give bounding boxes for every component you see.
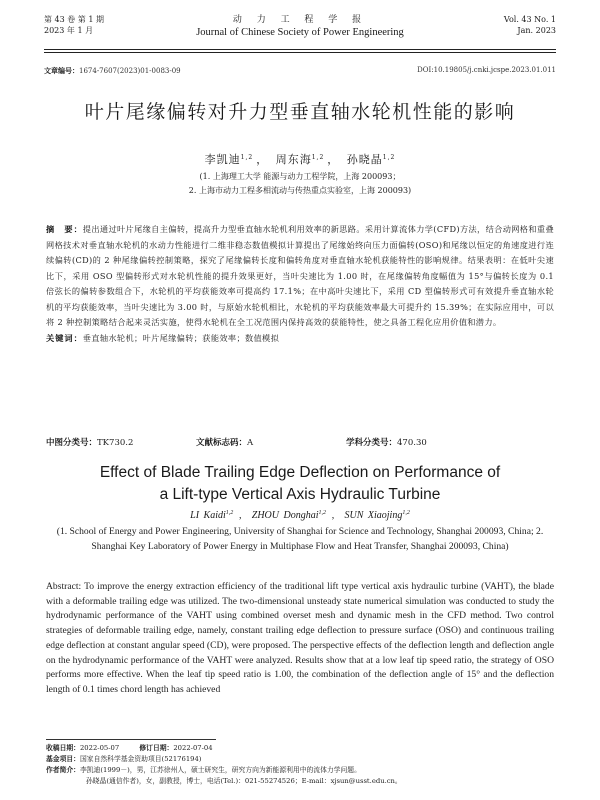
abstract-cn-text: 提出通过叶片尾缘自主偏转，提高升力型垂直轴水轮机利用效率的新思路。采用计算流体力学(CFD)方法，结合动网格和重叠网格技术对垂直轴水轮机的水动力性能进行二维非稳态数值模拟计算提出了尾缘始终向压力面偏转(OSO)和尾缘以恒定的角速度进行连续偏转(CD)的 2 种尾缘偏转控制策略，探究了尾缘偏转长度和偏转角度对垂直轴水轮机获能特性的影响规律。结果表明：在低叶尖速比下，采用 OSO 型偏转形式对水轮机性能的提升效果更好，当叶尖速比为 1.00 时，在尾缘偏转角度幅值为 15°与偏转长度为 0.1 倍弦长的偏转参数组合下，水轮机的平均获能效率可提高约 17.1%；在中高叶尖速比下，采用 CD 型偏转形式可有效提升垂直轴水轮机的平均获能效率，当叶尖速比为 3.00 时，与原始水轮机相比，水轮机的平均获能效率最大可提升约 15.39%；在实际应用中，可以将 2 种控制策略结合起来灵活实施，使得水轮机在全工况范围内保持高效的获能特性，使之具备工程化应用价值和潜力。 [46,224,554,327]
title-en-line2: a Lift-type Vertical Axis Hydraulic Turbine [159,486,441,503]
author-en-1: LI Kaidi$^{1,2}$ [190,510,234,521]
date-en: Jan. 2023 [517,26,556,35]
footnote-corresponding: 孙晓晶(通信作者)，女，副教授，博士，电话(Tel.)：021-55274526；E-mail：xjsun@usst.edu.cn。 [86,777,402,785]
abstract-en-label: Abstract: [46,581,82,592]
keywords-cn-text: 垂直轴水轮机；叶片尾缘偏转；获能效率；数值模拟 [82,332,280,343]
footnote-dates: 收稿日期：2022-05-07 修订日期：2022-07-04 [46,744,213,752]
keywords-cn-label: 关键词： [46,332,83,343]
header-rule-thick [44,49,556,50]
clc-number: 中图分类号：TK730.2 [46,438,134,448]
revised-date: 2022-07-04 [173,744,213,752]
header-rule-thin [44,52,556,53]
author-cn-3: 孙晓晶$^{1,2}$ [346,153,396,166]
received-date: 2022-05-07 [79,744,120,752]
abstract-en [46,580,554,698]
affiliation-cn-1: (1. 上海理工大学 能源与动力工程学院，上海 200093； [199,172,401,181]
author-en-2: ZHOU Donghai$^{1,2}$ [251,510,326,521]
author-cn-2: 周东海$^{1,2}$ [275,153,325,166]
title-en-line1: Effect of Blade Trailing Edge Deflection on Performance of [99,464,501,481]
abstract-cn [46,222,554,346]
journal-name-cn: 动 力 工 程 学 报 [232,15,368,25]
footnote-fund: 基金项目：国家自然科学基金资助项目(52176194) [46,755,202,763]
affiliations-en: (1. School of Energy and Power Engineering, University of Shanghai for Science and Technology, Shanghai 200093, China; 2. Shanghai Key Laboratory of Power Energy in Multiphase Flow and Heat Transfer, Shanghai 200093, China) [56,526,544,552]
author-cn-1: 李凯迪$^{1,2}$ [204,153,254,166]
subject-code: 学科分类号：470.30 [346,438,427,448]
date-cn: 2023 年 1 月 [44,26,94,35]
article-identifiers [44,66,556,78]
abstract-cn-label: 摘 要： [46,224,83,234]
keywords-cn [46,331,554,347]
volume-en: Vol. 43 No. 1 [503,15,556,24]
title-cn: 叶片尾缘偏转对升力型垂直轴水轮机性能的影响 [84,101,516,123]
journal-name-en: Journal of Chinese Society of Power Engineering [196,27,404,38]
volume-cn: 第 43 卷 第 1 期 [44,15,104,24]
header-right [504,14,556,36]
header-center [44,14,556,39]
author-en-3: SUN Xiaojing$^{1,2}$ [344,510,410,521]
fund-text: 国家自然科学基金资助项目(52176194) [79,755,202,763]
affiliation-cn-2: 2. 上海市动力工程多相流动与传热重点实验室，上海 200093) [188,186,412,195]
document-code: 文献标志码：A [196,438,254,448]
article-no-label: 文章编号： [44,66,79,75]
authors-cn: 李凯迪$^{1,2}$ ， 周东海$^{1,2}$ ， 孙晓晶$^{1,2}$ [204,153,396,166]
author-bio: 李凯迪(1999－)，男，江苏徐州人，硕士研究生，研究方向为新能源利用中的流体力学问题。 [79,766,361,774]
title-en [40,462,560,506]
authors-en: LI Kaidi$^{1,2}$ , ZHOU Donghai$^{1,2}$ , SUN Xiaojing$^{1,2}$ [190,510,410,521]
footnotes [46,743,554,787]
footnote-author: 作者简介：李凯迪(1999－)，男，江苏徐州人，硕士研究生，研究方向为新能源利用中的流体力学问题。 [46,766,361,774]
affiliations-cn [40,170,560,198]
doi-link[interactable]: DOI:10.19805/j.cnki.jcspe.2023.01.011 [417,66,556,74]
article-no: 1674-7607(2023)01-0083-09 [79,67,181,75]
running-header [44,14,556,48]
abstract-en-text: To improve the energy extraction efficiency of the traditional lift type vertical axis hydraulic turbine (VAHT), the blade with a deformable trailing edge was utilized. The two-dimensional unsteady state numerical simulation was conducted to study the hydrodynamic performance of the VAHT using combined overset mesh and dynamic mesh in the CFD method. Two control strategies of deformable trailing edge, namely, constant trailing edge deflection to pressure surface (OSO) and continuous trailing edge deflection at constant angular speed (CD), were proposed. The perspective effects of the deflection length and deflection angle on the hydrodynamic performance of the VAHT were analyzed. Results show that at a low leaf tip speed ratio, the strategy of OSO performs more effective. When the leaf tip speed ratio is 1.00, the combination of the deflection angle of 15° and the deflection length of 0.1 times chord length has achieved [46,581,554,695]
classification-row [46,436,554,450]
footnote-rule [46,739,216,740]
